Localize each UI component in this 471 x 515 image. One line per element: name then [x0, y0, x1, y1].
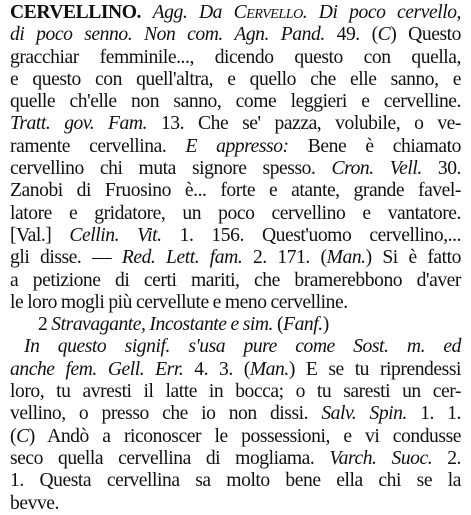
text-segment: C	[377, 24, 391, 46]
text-line	[10, 158, 461, 180]
text-line	[10, 2, 461, 24]
text-segment: 4. 3. (	[183, 358, 250, 380]
text-line	[10, 136, 461, 158]
text-segment: 49. (	[324, 24, 378, 46]
text-segment: e questo con quell'altra, e quello che elle sanno, e	[10, 68, 461, 90]
text-segment: le loro mogli più cervellute e meno cervelline.	[10, 291, 348, 313]
text-line	[10, 69, 461, 91]
text-segment: . Di poco cervello,	[302, 2, 461, 23]
text-segment: 30.	[421, 158, 462, 180]
text-segment: gracchiar femminile..., dicendo questo con quella,	[10, 46, 461, 68]
text-segment: Tratt. gov. Fam.	[10, 113, 148, 135]
text-line	[10, 113, 461, 135]
text-segment: cervellino chi muta signore spesso.	[10, 158, 332, 180]
text-segment: Man.	[249, 358, 289, 380]
text-segment: Cellin. Vit.	[69, 224, 162, 246]
text-segment: seco quella cervellina di mogliama.	[10, 447, 330, 469]
text-line	[10, 47, 461, 69]
text-line	[10, 180, 461, 202]
text-segment: (	[273, 314, 284, 336]
text-segment: 1. 156. Quest'uomo cervellino,...	[161, 224, 461, 246]
text-segment: Cron. Vell.	[331, 158, 422, 180]
text-line	[10, 403, 461, 425]
text-segment: In questo signif. s'usa pure come Sost. m. ed	[24, 336, 461, 358]
text-segment: latore e gridatore, un poco cervellino e vantatore.	[10, 202, 461, 224]
text-segment: 13. Che se' pazza, volubile, o ve-	[147, 113, 462, 135]
text-line	[10, 292, 461, 314]
text-line	[10, 448, 461, 470]
text-segment: ) Si è fatto	[365, 247, 461, 269]
text-line	[10, 381, 461, 403]
text-segment	[141, 2, 153, 23]
text-segment: (	[10, 425, 17, 447]
text-line	[10, 336, 461, 358]
text-segment: gli disse. —	[10, 247, 122, 269]
text-segment: )	[322, 314, 329, 336]
text-segment: E appresso:	[185, 135, 289, 157]
text-segment: CERVELLINO.	[10, 2, 142, 23]
text-segment: ) Andò a riconoscer le possessioni, e vi condusse	[28, 425, 461, 447]
text-line	[10, 270, 461, 292]
text-segment: 2	[38, 314, 52, 336]
text-segment: 1. Questa cervellina sa molto bene ella chi se la	[10, 470, 461, 492]
text-segment: ) E se tu riprendessi	[288, 358, 461, 380]
text-segment: 1. 1.	[406, 403, 461, 425]
text-line	[10, 493, 461, 515]
text-segment: quelle ch'elle non sanno, come leggieri e cervelline.	[10, 91, 461, 113]
text-segment: di poco senno. Non com. Agn. Pand.	[10, 24, 325, 46]
text-line	[10, 203, 461, 225]
text-segment: Fanf.	[283, 314, 323, 336]
text-line	[10, 24, 461, 46]
text-segment: ramente cervellina.	[10, 135, 186, 157]
text-segment: C	[16, 425, 29, 447]
text-segment: Varch. Suoc.	[329, 447, 433, 469]
text-segment: Stravagante, Incostante e sim.	[51, 314, 274, 336]
text-segment: Cervello	[233, 2, 303, 23]
text-segment: 2.	[432, 447, 461, 469]
text-line	[10, 314, 461, 336]
text-segment: Red. Lett. fam.	[121, 247, 243, 269]
text-line	[10, 470, 461, 492]
text-segment: Bene è chiamato	[288, 135, 461, 157]
text-segment: anche fem. Gell. Err.	[10, 358, 184, 380]
text-segment: 2. 171. (	[242, 247, 327, 269]
text-line	[10, 225, 461, 247]
text-segment: Salv. Spin.	[321, 403, 407, 425]
text-line	[10, 91, 461, 113]
text-segment: [Val.]	[10, 224, 70, 246]
text-line	[10, 426, 461, 448]
text-line	[10, 359, 461, 381]
text-segment: ) Questo	[390, 24, 461, 46]
text-segment: a petizione di certi mariti, che bramerebbono d'aver	[10, 269, 461, 291]
text-segment: loro, tu avresti il latte in bocca; o tu saresti un cer-	[10, 381, 461, 403]
text-segment: Agg. Da	[152, 2, 234, 23]
text-segment: Man.	[326, 247, 366, 269]
text-line	[10, 247, 461, 269]
text-segment: Zanobi di Fruosino è... forte e atante, grande favel-	[10, 180, 461, 202]
text-segment: vellino, o presso che io non dissi.	[10, 403, 322, 425]
text-segment: bevve.	[10, 492, 59, 514]
